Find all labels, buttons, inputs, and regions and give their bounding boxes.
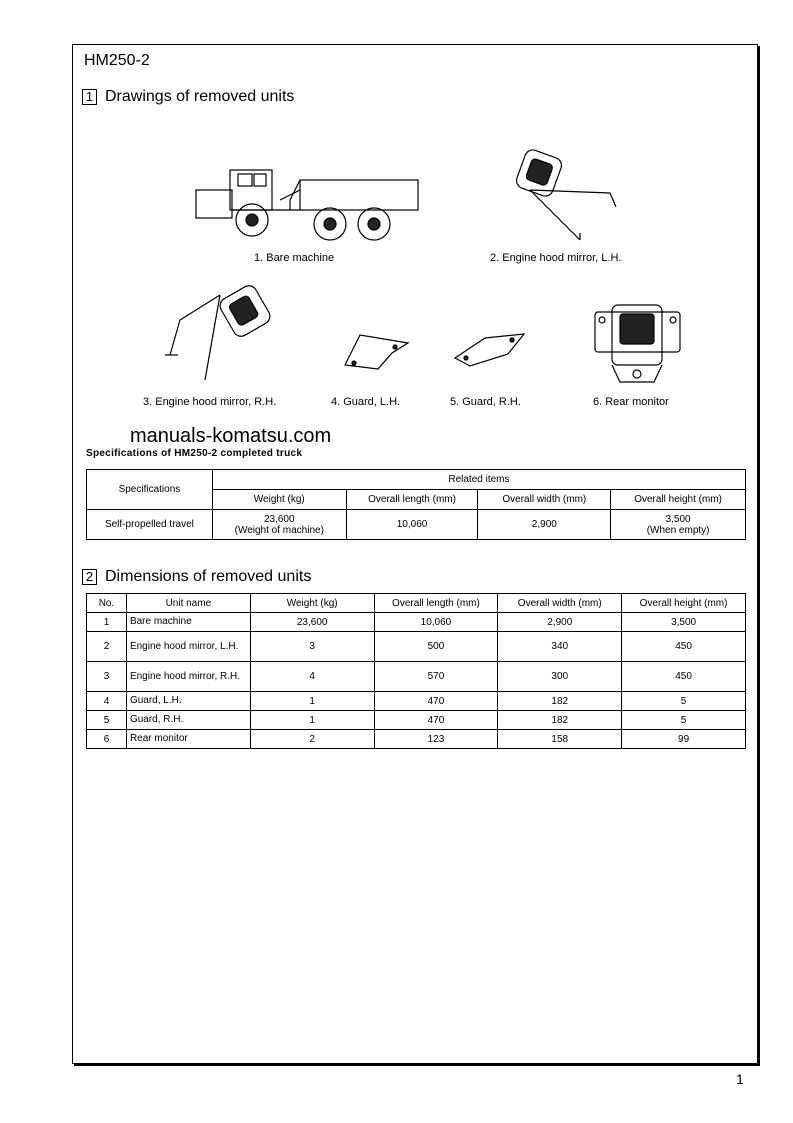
col-header: Overall height (mm): [622, 594, 746, 613]
cell-height: 5: [622, 692, 746, 711]
section-title: Dimensions of removed units: [105, 568, 312, 585]
section-title: Drawings of removed units: [105, 88, 295, 105]
spec-table-caption: Specifications of HM250-2 completed truck: [86, 448, 303, 459]
cell-height: 3,500: [622, 613, 746, 632]
cell-name: Rear monitor: [126, 730, 250, 749]
watermark: manuals-komatsu.com: [130, 425, 332, 447]
col-header: Unit name: [126, 594, 250, 613]
dump-truck-icon: [190, 160, 422, 242]
drawing-caption: 5. Guard, R.H.: [450, 396, 521, 408]
table-row: [87, 632, 746, 662]
spec-weight: 23,600: [263, 513, 295, 525]
spec-header: Specifications: [87, 470, 213, 510]
spec-length: 10,060: [346, 510, 478, 540]
cell-no: 6: [87, 730, 127, 749]
col-header: No.: [87, 594, 127, 613]
cell-width: 182: [498, 711, 622, 730]
sub-header: Weight (kg): [212, 490, 346, 510]
drawing-caption: 4. Guard, L.H.: [331, 396, 401, 408]
cell-weight: 1: [250, 692, 374, 711]
mirror-rh-icon: [160, 285, 275, 390]
cell-width: 2,900: [498, 613, 622, 632]
cell-length: 123: [374, 730, 498, 749]
cell-width: 158: [498, 730, 622, 749]
drawing-caption: 2. Engine hood mirror, L.H.: [490, 252, 622, 264]
cell-height: 5: [622, 711, 746, 730]
section-1-heading: [82, 88, 294, 106]
col-header: Overall width (mm): [498, 594, 622, 613]
spec-height-note: (When empty): [646, 524, 710, 536]
cell-no: 5: [87, 711, 127, 730]
cell-weight: 23,600: [250, 613, 374, 632]
cell-weight: 4: [250, 662, 374, 692]
cell-width: 182: [498, 692, 622, 711]
cell-no: 3: [87, 662, 127, 692]
drawing-caption: 3. Engine hood mirror, R.H.: [143, 396, 277, 408]
cell-name: Engine hood mirror, L.H.: [126, 632, 250, 662]
cell-length: 570: [374, 662, 498, 692]
cell-height: 99: [622, 730, 746, 749]
cell-weight: 2: [250, 730, 374, 749]
guard-lh-icon: [340, 325, 410, 375]
spec-table: [86, 469, 746, 540]
cell-no: 2: [87, 632, 127, 662]
cell-name: Bare machine: [126, 613, 250, 632]
sub-header: Overall height (mm): [611, 490, 746, 510]
drawing-caption: 6. Rear monitor: [593, 396, 669, 408]
cell-height: 450: [622, 632, 746, 662]
cell-no: 1: [87, 613, 127, 632]
cell-length: 470: [374, 711, 498, 730]
cell-length: 500: [374, 632, 498, 662]
section-number: 2: [82, 569, 97, 585]
table-row: [87, 613, 746, 632]
related-items-header: Related items: [212, 470, 745, 490]
spec-row-label: Self-propelled travel: [87, 510, 213, 540]
cell-weight: 1: [250, 711, 374, 730]
section-number: 1: [82, 89, 97, 105]
spec-width: 2,900: [478, 510, 611, 540]
col-header: Weight (kg): [250, 594, 374, 613]
sub-header: Overall width (mm): [478, 490, 611, 510]
spec-height-cell: [611, 510, 746, 540]
sub-header: Overall length (mm): [346, 490, 478, 510]
cell-height: 450: [622, 662, 746, 692]
dimensions-table: [86, 593, 746, 749]
mirror-lh-icon: [510, 145, 635, 245]
cell-length: 470: [374, 692, 498, 711]
cell-name: Engine hood mirror, R.H.: [126, 662, 250, 692]
cell-width: 340: [498, 632, 622, 662]
section-2-heading: [82, 568, 311, 586]
table-row: [87, 692, 746, 711]
rear-monitor-icon: [590, 300, 685, 390]
model-header: HM250-2: [84, 52, 150, 69]
cell-name: Guard, R.H.: [126, 711, 250, 730]
col-header: Overall length (mm): [374, 594, 498, 613]
table-row: [87, 711, 746, 730]
spec-weight-cell: [212, 510, 346, 540]
page-number: 1: [736, 1071, 744, 1087]
cell-length: 10,060: [374, 613, 498, 632]
spec-height: 3,500: [665, 513, 691, 525]
table-row: [87, 730, 746, 749]
cell-no: 4: [87, 692, 127, 711]
spec-weight-note: (Weight of machine): [234, 524, 324, 536]
drawing-caption: 1. Bare machine: [254, 252, 335, 264]
cell-name: Guard, L.H.: [126, 692, 250, 711]
cell-width: 300: [498, 662, 622, 692]
cell-weight: 3: [250, 632, 374, 662]
guard-rh-icon: [450, 328, 530, 373]
table-row: [87, 662, 746, 692]
